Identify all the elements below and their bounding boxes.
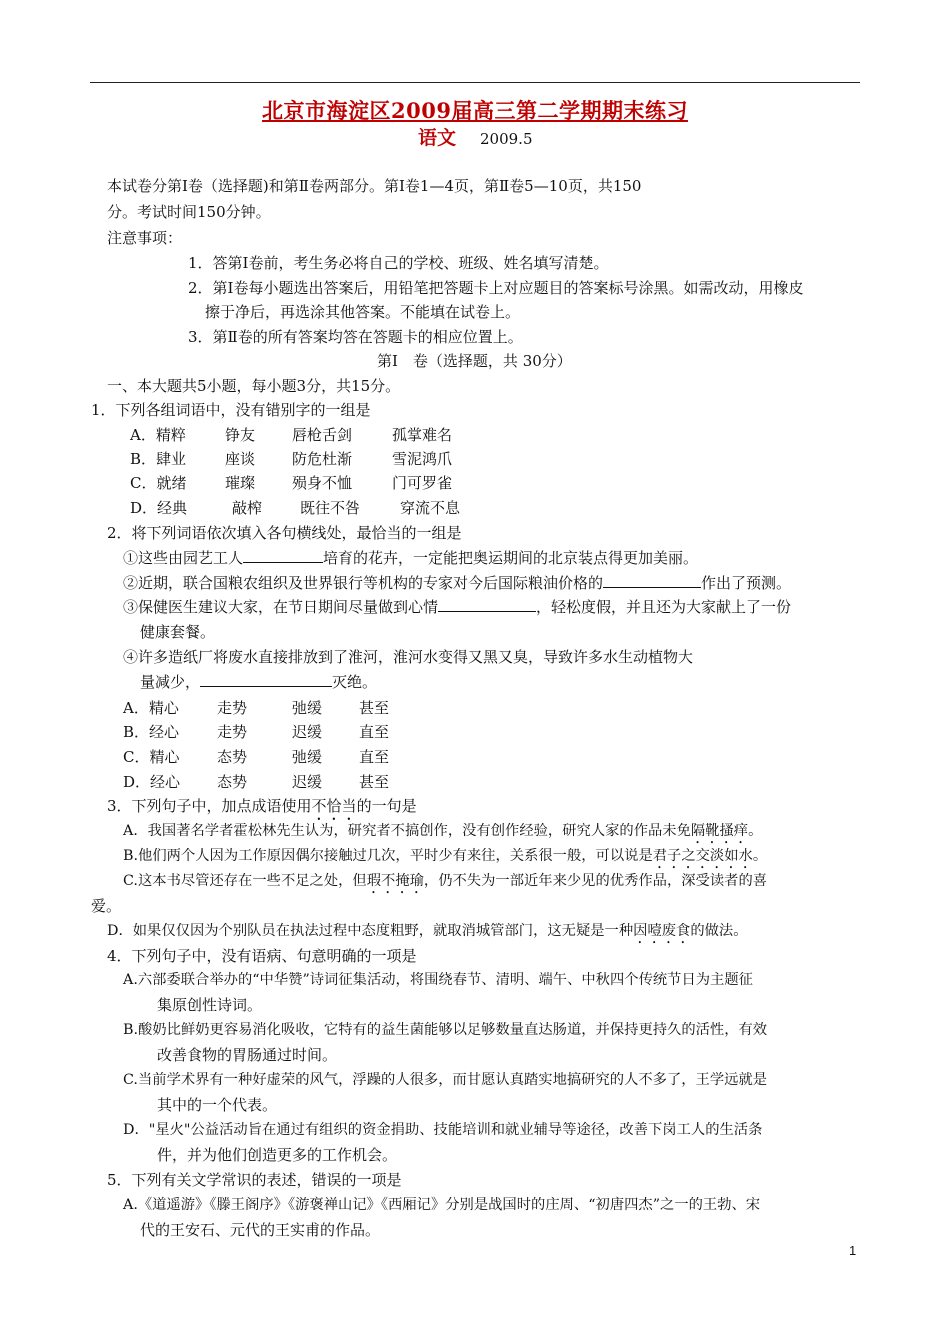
q3-stem-a: 3．下列句子中，加点成语使用: [107, 797, 312, 815]
q2-option-c-3: 弛缓: [292, 748, 323, 766]
q3-option-a: [123, 821, 762, 847]
q1-option-d-4: 穿流不息: [400, 499, 461, 517]
q2-option-b-1: B．经心: [123, 723, 180, 741]
q2-sentence-4-cont: [140, 672, 377, 692]
q3-d-text: D．如果仅仅因为个别队员在执法过程中态度粗野，就取消城管部门，这无疑是一种: [107, 923, 634, 939]
page-number: 1: [849, 1243, 857, 1258]
q1-option-c-4: 门可罗雀: [392, 474, 453, 492]
q1-option-a-1: A．精粹: [130, 426, 186, 444]
part1-heading: 第Ⅰ 卷（选择题，共 30分）: [377, 352, 572, 370]
q2-option-c-4: 直至: [359, 748, 390, 766]
q4-option-c-cont: 其中的一个代表。: [157, 1096, 278, 1114]
exam-title: 北京市海淀区2009届高三第二学期期末练习: [262, 98, 688, 123]
q1-option-d-3: 既往不咎: [300, 499, 361, 517]
q3-b-end: 。: [752, 848, 768, 864]
intro-line-1: 本试卷分第Ⅰ卷（选择题)和第Ⅱ卷两部分。第Ⅰ卷1—4页，第Ⅱ卷5—10页，共150: [107, 177, 642, 195]
q2-option-b-4: 直至: [359, 723, 390, 741]
subject-label: 语文: [418, 127, 457, 149]
q4-stem: 4．下列句子中，没有语病、句意明确的一项是: [107, 947, 417, 965]
q1-option-b-4: 雪泥鸿爪: [392, 450, 453, 468]
q4-option-d-cont: 件，并为他们创造更多的工作机会。: [157, 1146, 398, 1164]
q4-option-b-cont: 改善食物的胃肠通过时间。: [157, 1046, 338, 1064]
q2-s3-text-a: ③保健医生建议大家，在节日期间尽量做到心情: [123, 598, 439, 616]
answer-blank: [200, 672, 332, 687]
q3-d-idiom: 因噎废食: [633, 923, 691, 939]
q2-s1-text-a: ①这些由园艺工人: [123, 549, 244, 567]
section-heading: 一、本大题共5小题，每小题3分，共15分。: [107, 377, 401, 395]
q4-option-c: C.当前学术界有一种好虚荣的风气，浮躁的人很多，而甘愿认真踏实地搞研究的人不多了，王学远就是: [123, 1072, 768, 1088]
q1-option-b-1: B．肆业: [130, 450, 187, 468]
q2-option-b-2: 走势: [217, 723, 248, 741]
q2-sentence-2: [123, 573, 791, 593]
q1-option-a-2: 铮友: [225, 426, 256, 444]
q1-option-b-2: 座谈: [225, 450, 256, 468]
q3-c-text: C.这本书尽管还存在一些不足之处，但: [123, 873, 367, 889]
q2-option-a-3: 弛缓: [292, 699, 323, 717]
q2-s4-text-c: 灭绝。: [332, 673, 378, 691]
notice-item-3: 3．第Ⅱ卷的所有答案均答在答题卡的相应位置上。: [188, 328, 523, 346]
notice-item-2-cont: 擦于净后，再选涂其他答案。不能填在试卷上。: [205, 303, 521, 321]
q5-option-a: A.《道遥游》《滕王阁序》《游褒禅山记》《西厢记》分别是战国时的庄周、“初唐四杰”之一的王勃、宋: [123, 1197, 761, 1213]
q3-d-end: 的做法。: [690, 923, 748, 939]
q3-stem: [107, 796, 417, 824]
q1-option-c-2: 璀璨: [225, 474, 256, 492]
notice-item-1: 1．答第Ⅰ卷前，考生务必将自己的学校、班级、姓名填写清楚。: [188, 254, 609, 272]
answer-blank: [438, 597, 536, 612]
q2-s2-text-a: ②近期，联合国粮农组织及世界银行等机构的专家对今后国际粮油价格的: [123, 574, 604, 592]
q2-option-a-4: 甚至: [359, 699, 390, 717]
q1-option-b-3: 防危杜渐: [292, 450, 353, 468]
q2-option-a-1: A．精心: [123, 699, 179, 717]
q2-sentence-1: [123, 548, 698, 568]
q1-stem: 1．下列各组词语中，没有错别字的一组是: [91, 401, 371, 419]
q2-sentence-3-cont: 健康套餐。: [140, 623, 216, 641]
top-rule: [90, 82, 860, 83]
q2-option-b-3: 迟缓: [292, 723, 323, 741]
q3-option-c: [123, 871, 767, 897]
q2-option-a-2: 走势: [217, 699, 248, 717]
q4-option-d: D．"星火"公益活动旨在通过有组织的资金捐助、技能培训和就业辅导等途径，改善下岗工人的生活条: [123, 1122, 763, 1138]
q3-c-idiom: 瑕不掩瑜: [366, 873, 424, 889]
notice-label: 注意事项：: [107, 229, 183, 247]
q2-sentence-4: ④许多造纸厂将废水直接排放到了淮河，淮河水变得又黑又臭，导致许多水生动植物大: [123, 648, 694, 666]
q3-option-b: [123, 846, 767, 872]
q2-stem: 2．将下列词语依次填入各句横线处，最恰当的一组是: [107, 524, 462, 542]
q2-option-d-4: 甚至: [359, 773, 390, 791]
q2-s3-text-b: ，轻松度假，并且还为大家献上了一份: [536, 598, 792, 616]
q2-s1-text-b: 培育的花卉，一定能把奥运期间的北京装点得更加美丽。: [323, 549, 699, 567]
q3-b-idiom: 君子之交淡如水: [652, 848, 753, 864]
q3-c-rest: ，仍不失为一部近年来少见的优秀作品，深受读者的喜: [423, 873, 768, 889]
q2-option-c-1: C．精心: [123, 748, 180, 766]
q2-s4-text-b: 量减少，: [140, 673, 201, 691]
q3-option-d: [107, 921, 748, 947]
q3-option-c-cont: 爱。: [91, 897, 122, 915]
q5-stem: 5．下列有关文学常识的表述，错误的一项是: [107, 1171, 402, 1189]
q4-option-a: A.六部委联合举办的“中华赞”诗词征集活动，将围绕春节、清明、端午、中秋四个传统节日为主题征: [123, 972, 753, 988]
q3-a-text: A．我国著名学者霍松林先生认为，研究者不搞创作，没有创作经验，研究人家的作品未免: [123, 823, 691, 839]
q2-option-d-1: D．经心: [123, 773, 181, 791]
q2-option-c-2: 态势: [217, 748, 248, 766]
q3-a-idiom: 隔靴搔痒: [690, 823, 749, 839]
q3-a-end: 。: [748, 823, 763, 839]
answer-blank: [243, 548, 323, 563]
q4-option-a-cont: 集原创性诗词。: [157, 996, 263, 1014]
notice-item-2: 2．第Ⅰ卷每小题选出答案后，用铅笔把答题卡上对应题目的答案标号涂黑。如需改动，用橡皮: [188, 279, 804, 297]
q2-option-d-2: 态势: [217, 773, 248, 791]
exam-date: 2009.5: [480, 130, 533, 148]
q1-option-d-2: 敲榨: [232, 499, 263, 517]
q3-stem-b: 的一句是: [356, 797, 417, 815]
q2-sentence-3: [123, 597, 791, 617]
q2-option-d-3: 迟缓: [292, 773, 323, 791]
q5-option-a-cont: 代的王安石、元代的王实甫的作品。: [140, 1221, 381, 1239]
q2-s2-text-b: 作出了预测。: [701, 574, 792, 592]
q3-stem-emphasis: 不恰当: [311, 797, 357, 815]
answer-blank: [603, 573, 701, 588]
intro-line-2: 分。考试时间150分钟。: [107, 203, 271, 221]
q4-option-b: B.酸奶比鲜奶更容易消化吸收，它特有的益生菌能够以足够数量直达肠道，并保持更持久的活性，有效: [123, 1022, 768, 1038]
q1-option-c-1: C．就绪: [130, 474, 187, 492]
q1-option-c-3: 殒身不恤: [292, 474, 353, 492]
q1-option-d-1: D．经典: [130, 499, 188, 517]
q3-b-text: B.他们两个人因为工作原因偶尔接触过几次，平时少有来往，关系很一般，可以说是: [123, 848, 653, 864]
q1-option-a-4: 孤掌难名: [392, 426, 453, 444]
q1-option-a-3: 唇枪舌剑: [292, 426, 353, 444]
